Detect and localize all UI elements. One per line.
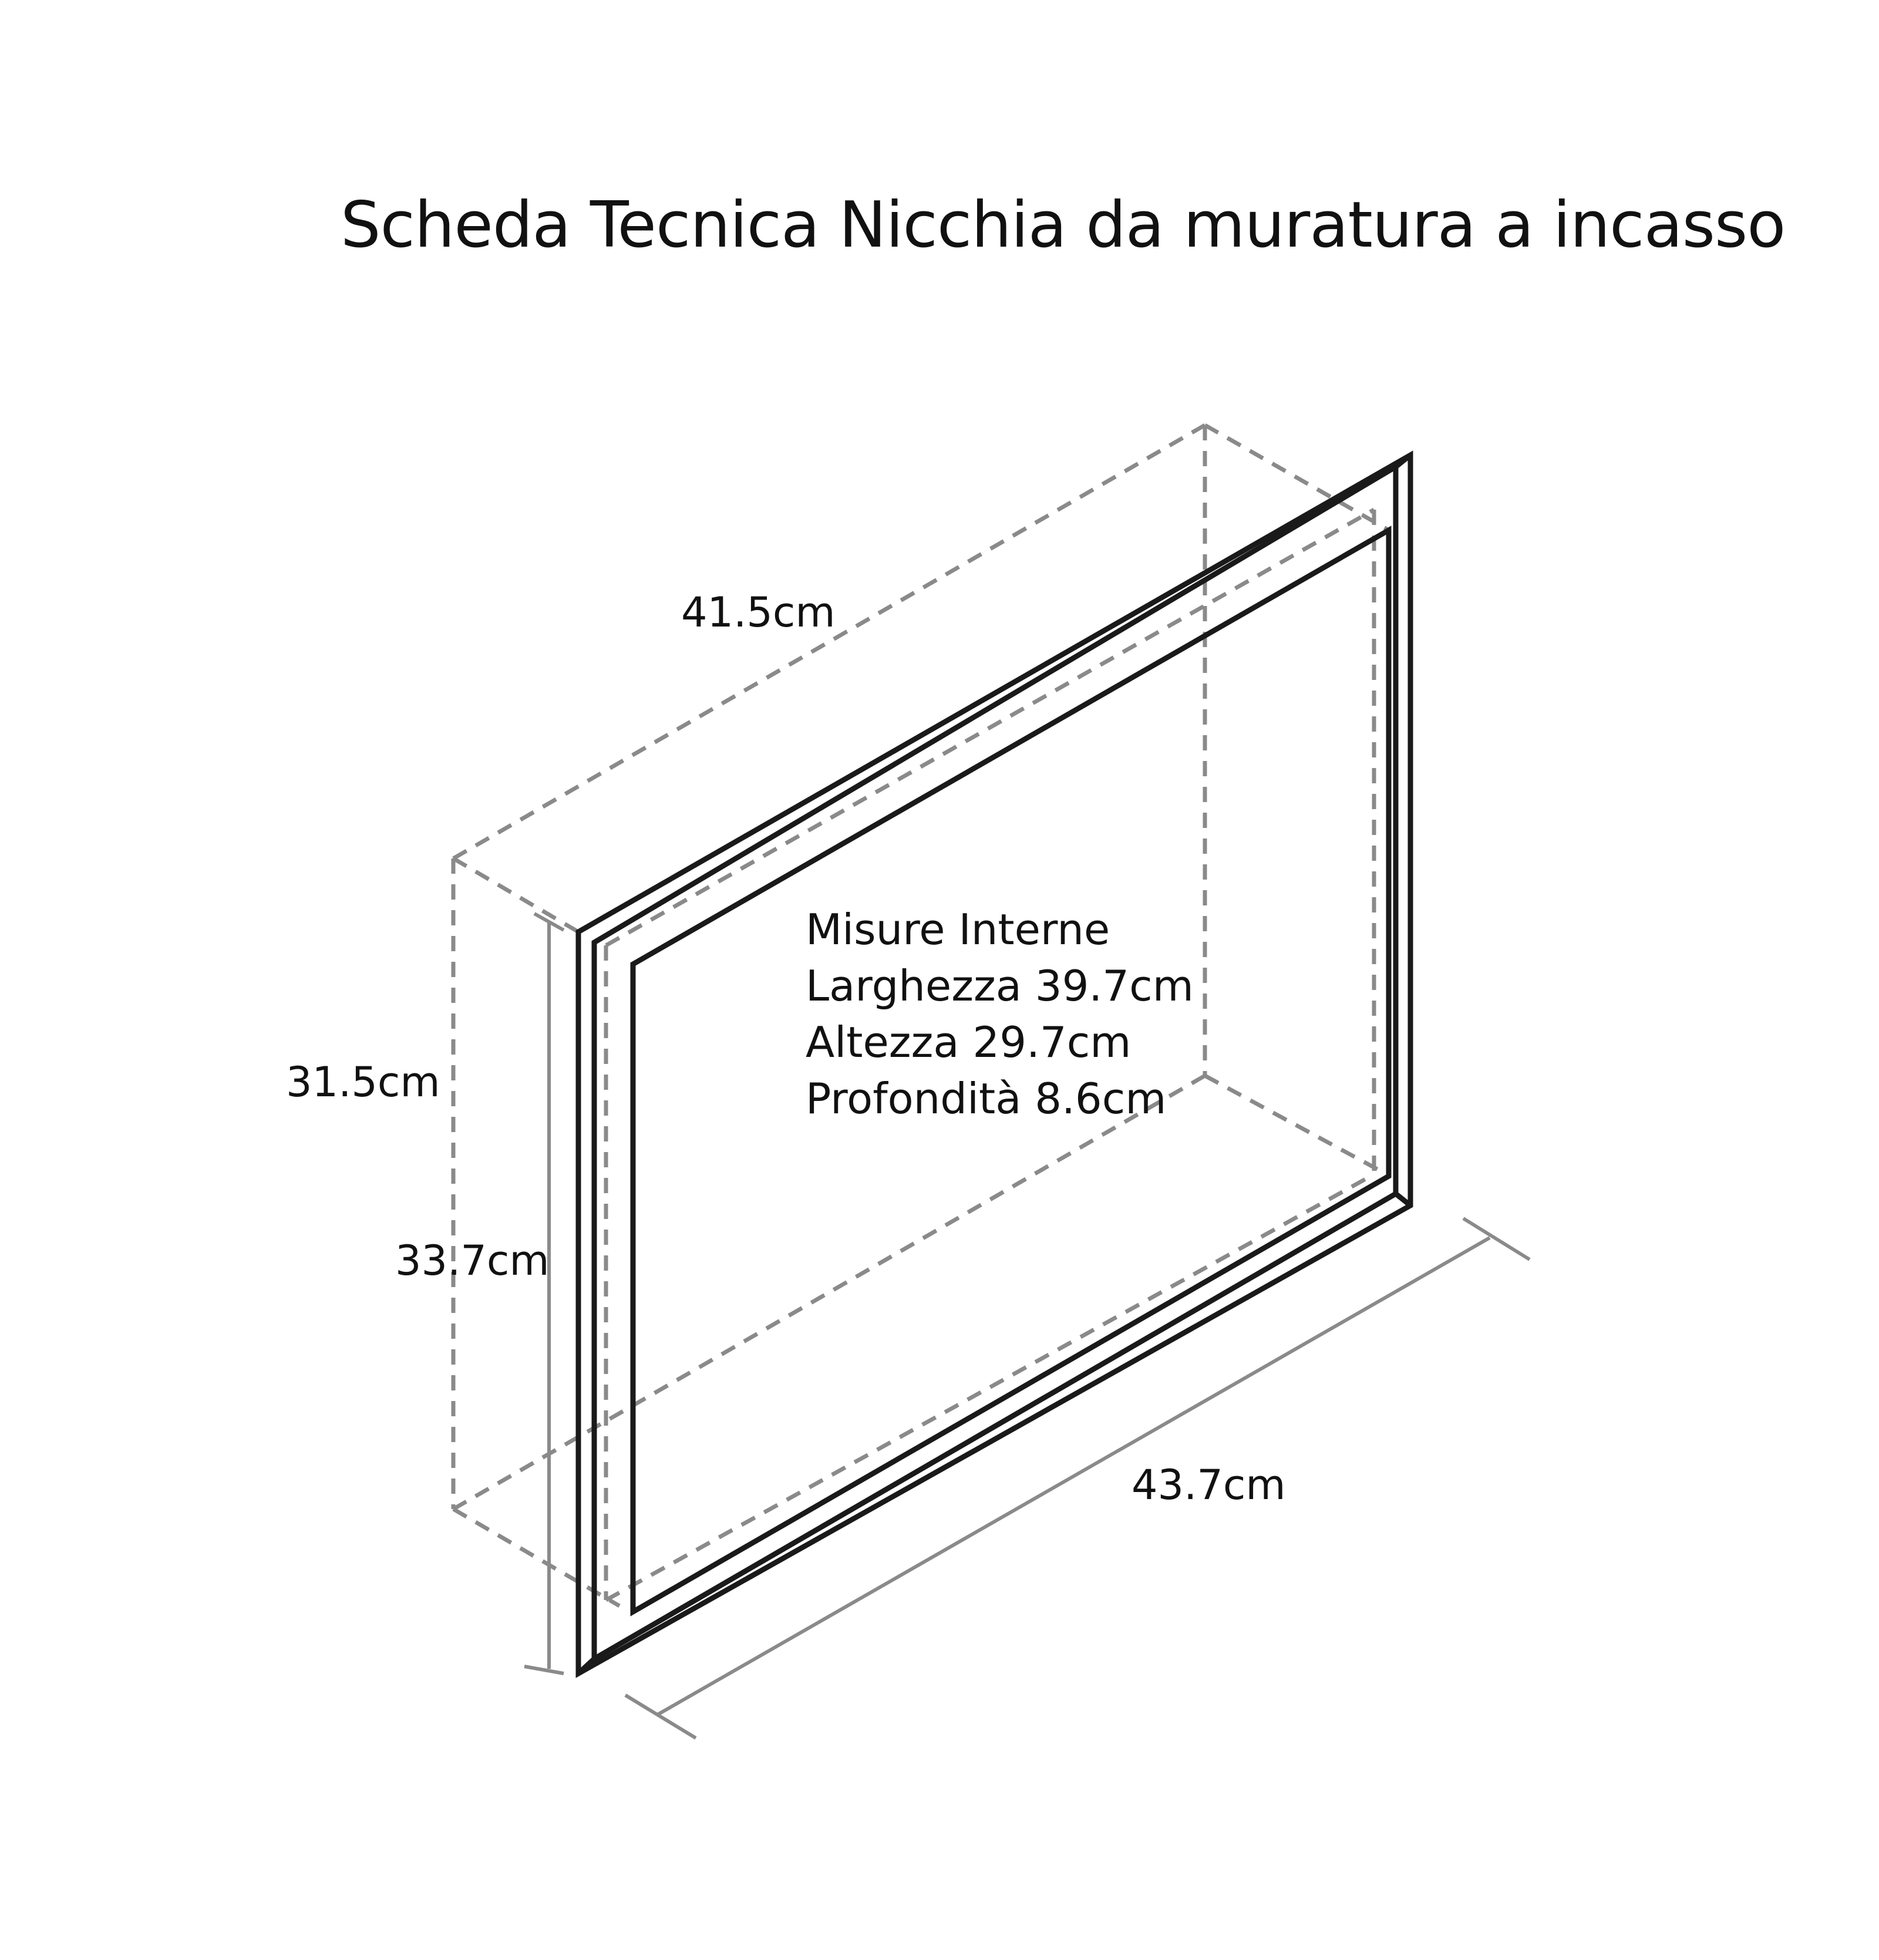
dimension-label-side-outer-height: 31.5cm xyxy=(286,1058,440,1106)
page-title: Scheda Tecnica Nicchia da muratura a incasso xyxy=(341,188,1786,262)
internal-height: Altezza 29.7cm xyxy=(806,1018,1132,1067)
dimension-label-side-frame-height: 33.7cm xyxy=(395,1237,550,1285)
internal-measurements xyxy=(806,901,1194,1127)
internal-heading: Misure Interne xyxy=(806,905,1110,954)
internal-depth: Profondità 8.6cm xyxy=(806,1074,1167,1123)
dimension-label-bottom-width: 43.7cm xyxy=(1132,1461,1286,1509)
dimension-label-top-depth: 41.5cm xyxy=(681,588,836,637)
internal-width: Larghezza 39.7cm xyxy=(806,961,1194,1011)
